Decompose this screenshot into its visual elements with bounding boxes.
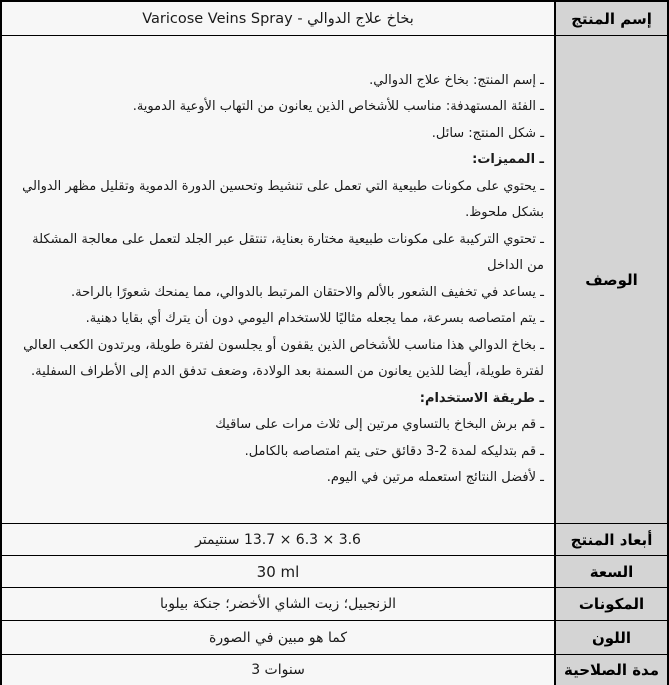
description-line: ـ يحتوي على مكونات طبيعية التي تعمل على تنشيط وتحسين الدورة الدموية وتقليل مظهر الدوالي بشكل ملحوظ. <box>22 178 544 220</box>
description-line: ـ شكل المنتج: سائل. <box>431 125 544 141</box>
shelf-life-label: مدة الصلاحية <box>554 655 667 685</box>
description-line: ـ قم برش البخاخ بالتساوي مرتين إلى ثلاث مرات على ساقيك <box>215 417 544 432</box>
description-line: ـ بخاخ الدوالي هذا مناسب للأشخاص الذين يقفون أو يجلسون لفترة طويلة، ويرتدون الكعب العالي لفترة طويلة، أيضا للذين يعانون من السمنة بعد الولادة، وضعف تدفق الدم إلى الأطراف السفلية. <box>23 337 544 379</box>
table-row-description <box>2 36 667 524</box>
description-label: الوصف <box>554 36 667 523</box>
shelf-life-value: 3 سنوات <box>2 655 554 685</box>
description-line: ـ إسم المنتج: بخاخ علاج الدوالي. <box>369 72 544 88</box>
description-line: ـ لأفضل النتائج استعمله مرتين في اليوم. <box>326 470 544 485</box>
description-line: ـ يتم امتصاصه بسرعة، مما يجعله مثاليًا للاستخدام اليومي دون أن يترك أي بقايا دهنية. <box>85 311 544 326</box>
description-line: ـ تحتوي التركيبة على مكونات طبيعية مختارة بعناية، تنتقل عبر الجلد لتعمل على معالجة المشكلة من الداخل <box>32 231 544 273</box>
description-line-features-heading: ـ المميزات: <box>472 152 544 167</box>
color-value: كما هو مبين في الصورة <box>2 621 554 654</box>
table-row-ingredients <box>2 588 667 621</box>
description-line: ـ قم بتدليكه لمدة 2-3 دقائق حتى يتم امتصاصه بالكامل. <box>244 443 544 459</box>
dimensions-label: أبعاد المنتج <box>554 524 667 555</box>
description-line: ـ الفئة المستهدفة: مناسب للأشخاص الذين يعانون من التهاب الأوعية الدموية. <box>132 99 544 114</box>
capacity-label: السعة <box>554 556 667 587</box>
product-name-value: بخاخ علاج الدوالي - Varicose Veins Spray <box>2 2 554 35</box>
table-row-color <box>2 621 667 655</box>
description-line-usage-heading: ـ طريقة الاستخدام: <box>419 390 544 406</box>
description-line: ـ يساعد في تخفيف الشعور بالألم والاحتقان المرتبط بالدوالي، مما يمنحك شعورًا بالراحة. <box>70 284 544 300</box>
description-value <box>2 36 554 523</box>
table-row-product-name <box>2 2 667 36</box>
table-row-capacity <box>2 556 667 588</box>
table-row-dimensions <box>2 524 667 556</box>
ingredients-label: المكونات <box>554 588 667 620</box>
table-row-shelf-life <box>2 655 667 685</box>
product-name-label: إسم المنتج <box>554 2 667 35</box>
color-label: اللون <box>554 621 667 654</box>
dimensions-value: 3.6 × 6.3 × 13.7 سنتيمتر <box>2 524 554 555</box>
capacity-value: 30 ml <box>2 556 554 587</box>
ingredients-value: الزنجبيل؛ زيت الشاي الأخضر؛ جنكة بيلوبا <box>2 588 554 620</box>
